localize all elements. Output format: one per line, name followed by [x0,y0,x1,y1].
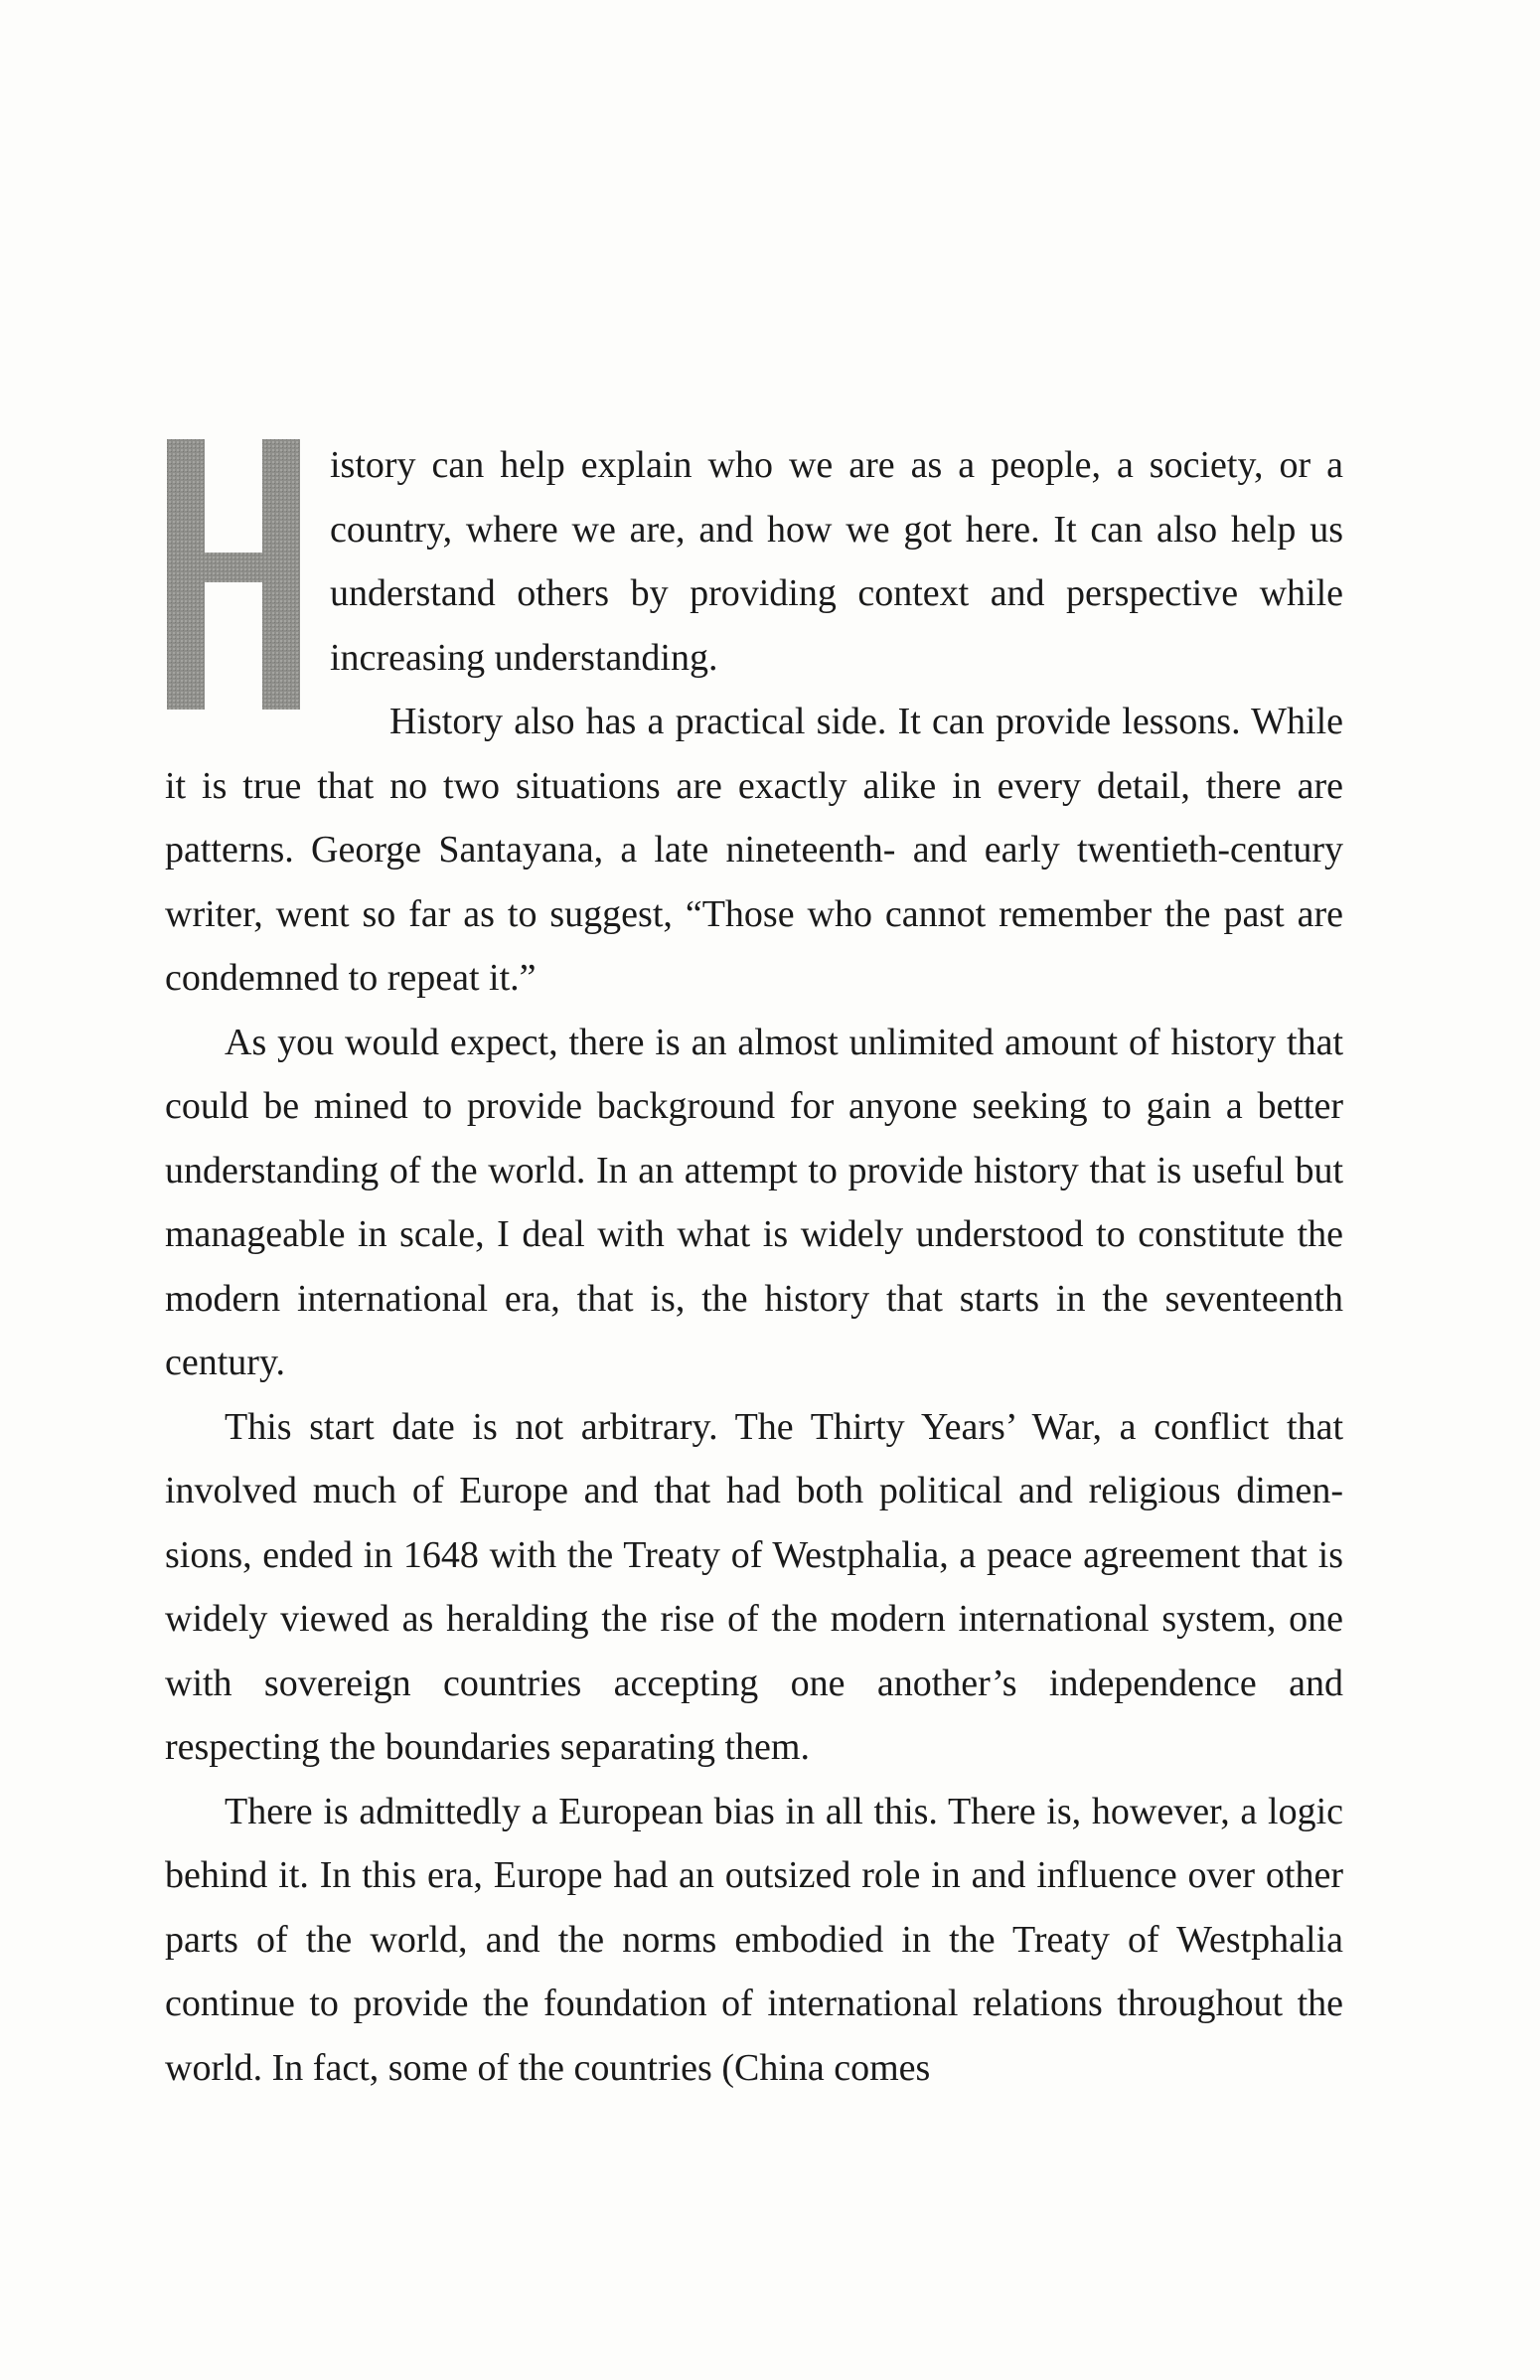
paragraph-3: As you would expect, there is an almost unlimited amount of history that could be mined to provide background for anyone seeking to gain a better understanding of the world. In an attempt to provide history that is useful but manageable in scale, I deal with what is widely understood to constitute the modern international era, that is, the history that starts in the seventeenth century. [165,1021,1343,1383]
paragraph-4: This start date is not arbitrary. The Thirty Years’ War, a conflict that involved much of Europe and that had both political and religious dimensions, ended in 1648 with the Treaty of Westphalia, a peace agreement that is widely viewed as heralding the rise of the modern international system, one with sovereign countries accepting one another’s independence and respecting the boundaries separating them. [165,1405,1343,1768]
drop-cap-letter-graphic [165,433,304,710]
body-text [165,433,1343,2100]
drop-cap [165,433,330,753]
paragraph-5: There is admittedly a European bias in all this. There is, however, a logic behind it. In this era, Europe had an outsized role in and influence over other parts of the world, and the norms embodied in the Treaty of Westphalia continue to provide the foundation of international relations throughout the world. In fact, some of the countries (China comes [165,1790,1343,2089]
paragraph-2: History also has a practical side. It can provide lessons. While it is true that no two situations are exactly alike in every detail, there are patterns. George Santayana, a late nineteenth- and early twentieth-century writer, went so far as to suggest, “Those who cannot remember the past are condemned to repeat it.” [165,701,1343,999]
paragraph-1: istory can help explain who we are as a people, a society, or a country, where we are, and how we got here. It can also help us understand others by providing context and perspective while increasing understanding. [330,444,1343,679]
